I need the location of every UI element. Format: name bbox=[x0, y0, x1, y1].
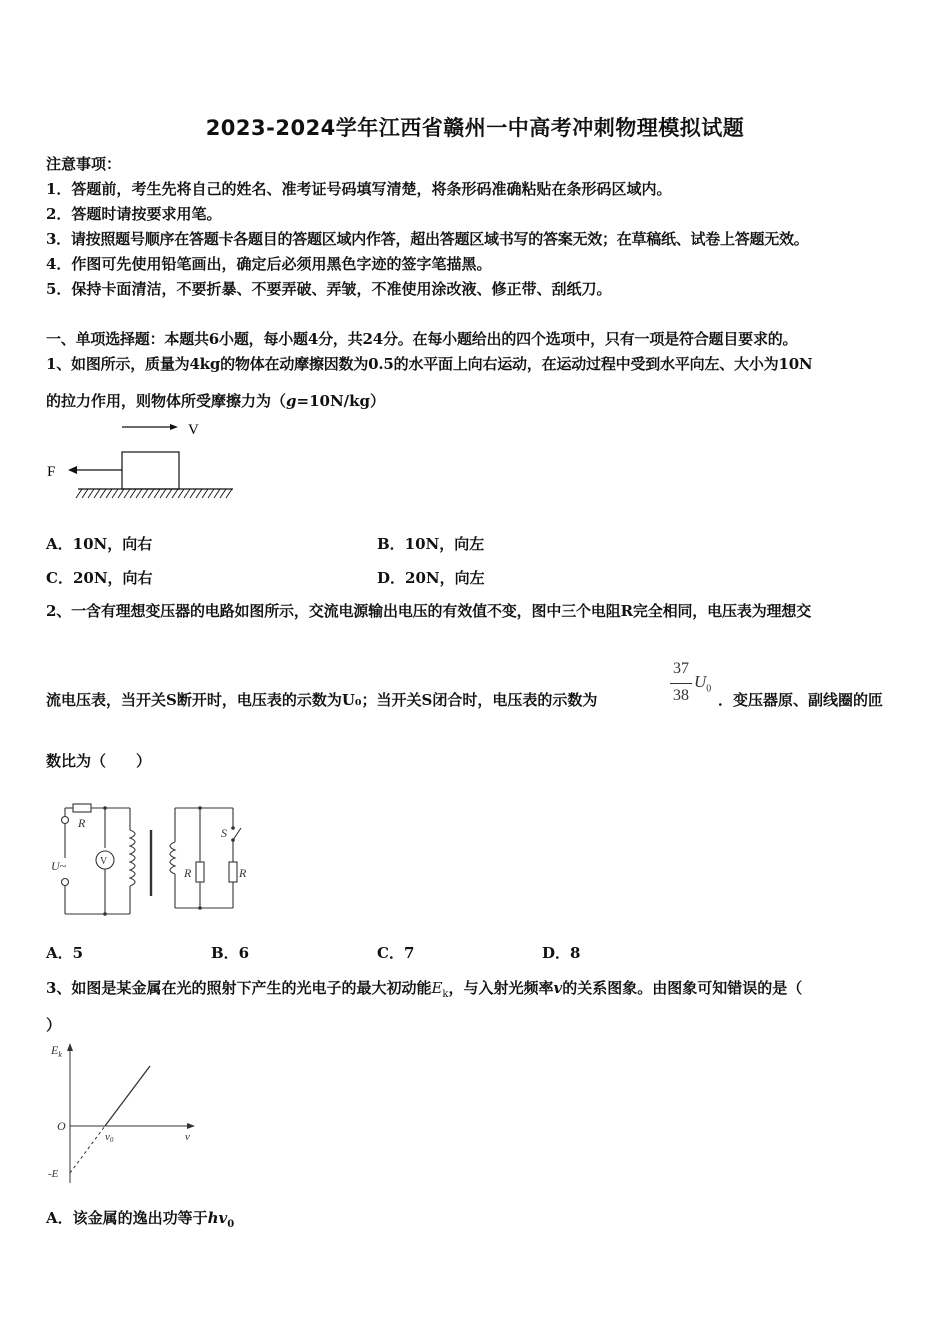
q1-option-b: B．10N，向左 bbox=[377, 535, 485, 553]
fraction-numerator: 37 bbox=[673, 660, 689, 677]
question-1-line2: 的拉力作用，则物体所受摩擦力为（g=10N/kg） bbox=[46, 392, 386, 410]
fraction-denominator: 38 bbox=[673, 687, 689, 704]
resistor-label-switch: R bbox=[239, 866, 247, 880]
page-title: 2023-2024学年江西省赣州一中高考冲刺物理模拟试题 bbox=[205, 116, 745, 140]
section-heading: 一、单项选择题：本题共6小题，每小题4分，共24分。在每小题给出的四个选项中，只有一项是符合题目要求的。 bbox=[46, 330, 798, 348]
q1-option-c: C．20N，向右 bbox=[46, 569, 153, 587]
notice-heading: 注意事项： bbox=[46, 155, 122, 173]
question-2-line3: 数比为（ ） bbox=[46, 752, 152, 770]
negative-e-label: -E bbox=[48, 1168, 59, 1180]
source-label: U~ bbox=[51, 859, 67, 873]
q1-option-a: A．10N，向右 bbox=[46, 535, 153, 553]
ek-axis-label: $E_k$ bbox=[51, 1043, 62, 1059]
question-3-line1: 3、如图是某金属在光的照射下产生的光电子的最大初动能$E_k$，与入射光频率v的关系图象。由图象可知错误的是（ bbox=[46, 979, 803, 1000]
q2-option-b: B．6 bbox=[211, 944, 250, 962]
question-2-circuit bbox=[45, 800, 255, 920]
q2-option-d: D．8 bbox=[542, 944, 581, 962]
frequency-axis-label: v bbox=[185, 1131, 190, 1143]
question-1-line1: 1、如图所示，质量为4kg的物体在动摩擦因数为0.5的水平面上向右运动，在运动过程中受到水平向左、大小为10N bbox=[46, 355, 813, 373]
question-2-line2-end: ．变压器原、副线圈的匝 bbox=[718, 691, 884, 709]
notice-item: 1．答题前，考生先将自己的姓名、准考证号码填写清楚，将条形码准确粘贴在条形码区域内。 bbox=[46, 180, 672, 198]
question-2-line2: 流电压表，当开关S断开时，电压表的示数为U₀；当开关S闭合时，电压表的示数为 bbox=[46, 691, 598, 709]
question-2-line1: 2、一含有理想变压器的电路如图所示，交流电源输出电压的有效值不变，图中三个电阻R完全相同，电压表为理想交 bbox=[46, 602, 812, 620]
threshold-frequency-label: v0 bbox=[105, 1131, 114, 1144]
notice-item: 3．请按照题号顺序在答题卡各题目的答题区域内作答，超出答题区域书写的答案无效；在草稿纸、试卷上答题无效。 bbox=[46, 230, 809, 248]
q2-option-a: A．5 bbox=[46, 944, 84, 962]
voltmeter-label: V bbox=[100, 856, 108, 867]
q3-option-a: A．该金属的逸出功等于$hv_0$ bbox=[46, 1209, 235, 1230]
question-3-line2: ） bbox=[46, 1016, 62, 1034]
q2-option-c: C．7 bbox=[377, 944, 415, 962]
origin-label: O bbox=[57, 1119, 66, 1133]
switch-label: S bbox=[221, 826, 227, 840]
velocity-label: V bbox=[188, 422, 199, 438]
notice-item: 2．答题时请按要求用笔。 bbox=[46, 205, 222, 223]
q1-option-d: D．20N，向左 bbox=[377, 569, 485, 587]
resistor-label-middle: R bbox=[184, 866, 192, 880]
fraction-variable: $U_0$ bbox=[694, 672, 712, 695]
force-label: F bbox=[47, 464, 56, 480]
question-1-figure bbox=[40, 415, 240, 505]
resistor-label-primary: R bbox=[78, 816, 86, 830]
question-3-graph bbox=[45, 1038, 205, 1188]
notice-item: 5．保持卡面清洁，不要折暴、不要弄破、弄皱，不准使用涂改液、修正带、刮纸刀。 bbox=[46, 280, 612, 298]
fraction-bar bbox=[670, 683, 692, 684]
notice-item: 4．作图可先使用铅笔画出，确定后必须用黑色字迹的签字笔描黑。 bbox=[46, 255, 492, 273]
